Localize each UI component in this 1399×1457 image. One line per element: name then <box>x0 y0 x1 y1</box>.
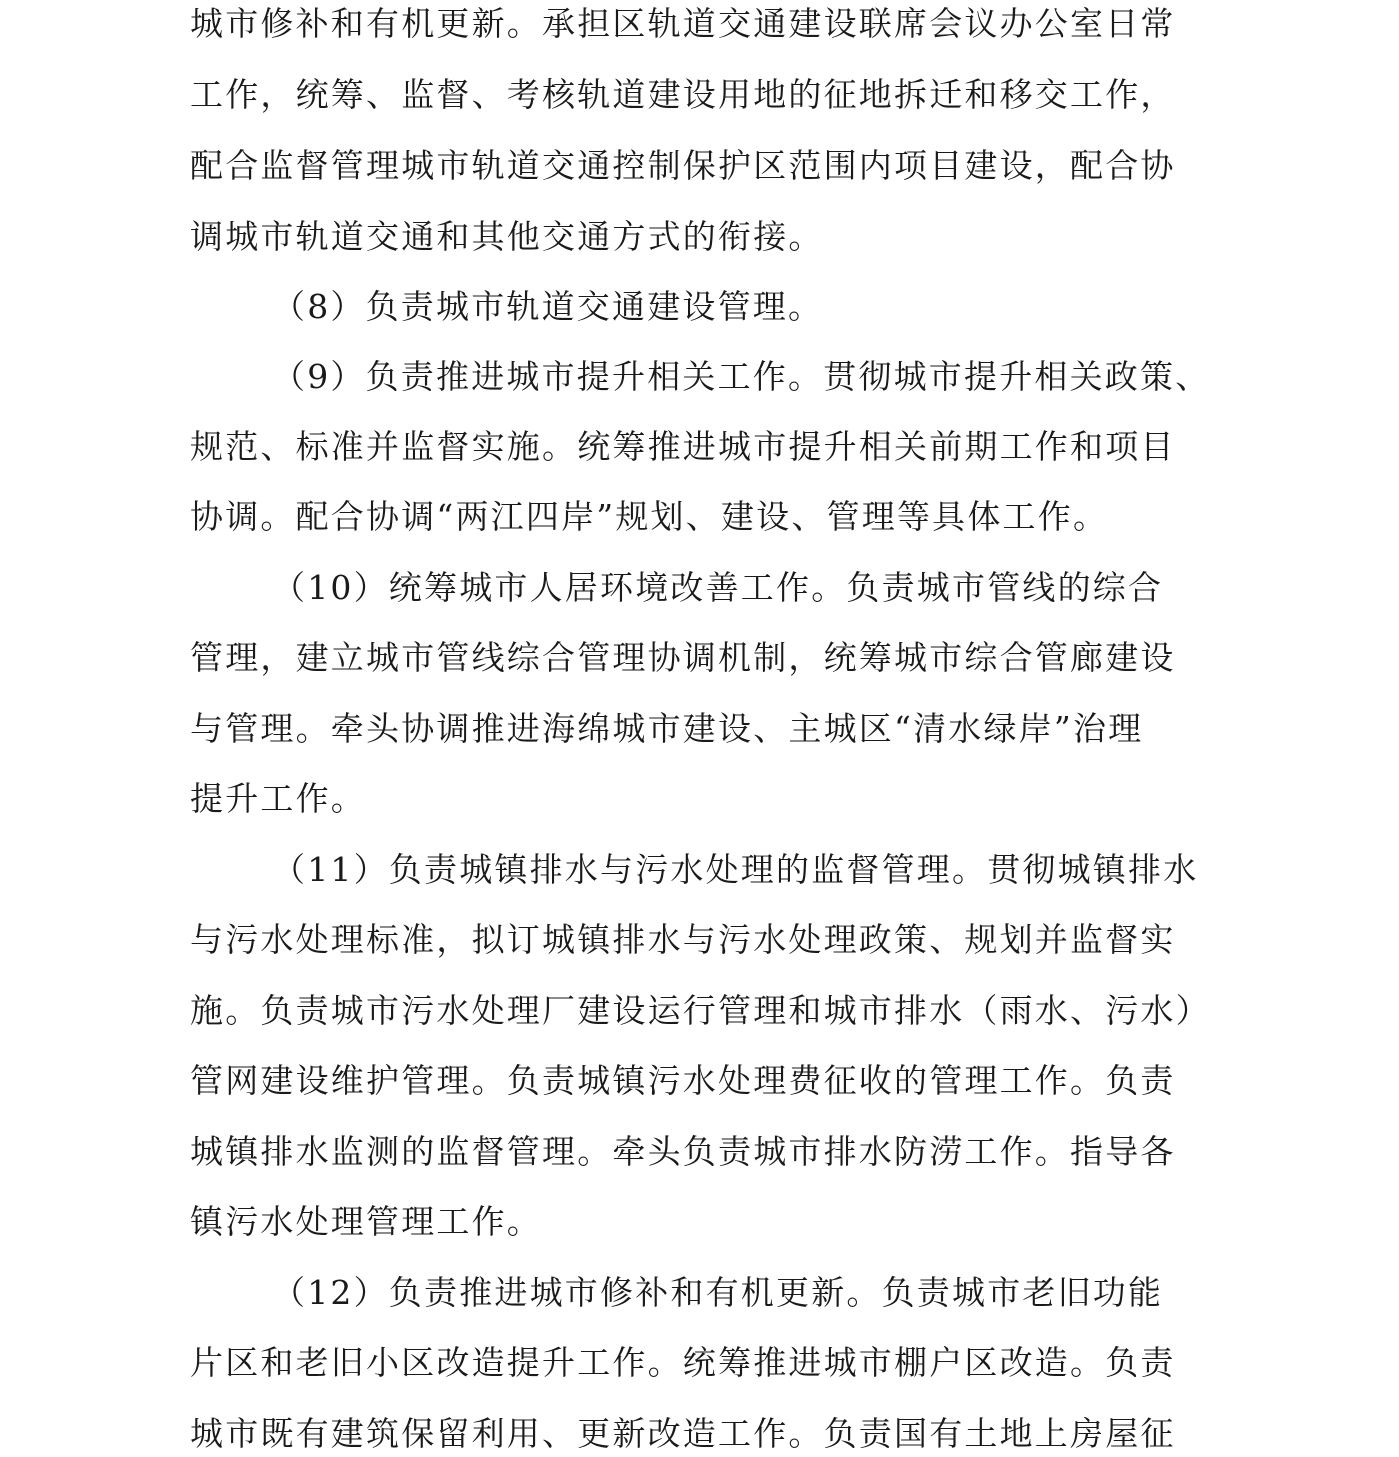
text-line-11: 与管理。牵头协调推进海绵城市建设、主城区“清水绿岸”治理 <box>190 709 1144 748</box>
item-12-heading: （12）负责推进城市修补和有机更新。负责城市老旧功能 <box>272 1273 1164 1312</box>
text-line-8: 协调。配合协调“两江四岸”规划、建设、管理等具体工作。 <box>190 497 1109 536</box>
text-line-15: 施。负责城市污水处理厂建设运行管理和城市排水（雨水、污水） <box>190 991 1211 1030</box>
text-line-18: 镇污水处理管理工作。 <box>190 1202 542 1241</box>
text-line-4: 调城市轨道交通和其他交通方式的衔接。 <box>190 217 824 256</box>
text-line-2: 工作，统筹、监督、考核轨道建设用地的征地拆迁和移交工作， <box>190 75 1176 114</box>
text-line-14: 与污水处理标准，拟订城镇排水与污水处理政策、规划并监督实 <box>190 920 1176 959</box>
item-9-heading: （9）负责推进城市提升相关工作。贯彻城市提升相关政策、 <box>272 357 1211 396</box>
text-line-10: 管理，建立城市管线综合管理协调机制，统筹城市综合管廊建设 <box>190 638 1176 677</box>
item-8-heading: （8）负责城市轨道交通建设管理。 <box>272 287 824 326</box>
text-line-1: 城市修补和有机更新。承担区轨道交通建设联席会议办公室日常 <box>190 4 1176 43</box>
text-line-16: 管网建设维护管理。负责城镇污水处理费征收的管理工作。负责 <box>190 1061 1176 1100</box>
text-line-17: 城镇排水监测的监督管理。牵头负责城市排水防涝工作。指导各 <box>190 1132 1176 1171</box>
item-11-heading: （11）负责城镇排水与污水处理的监督管理。贯彻城镇排水 <box>272 850 1199 889</box>
text-line-20: 片区和老旧小区改造提升工作。统筹推进城市棚户区改造。负责 <box>190 1343 1176 1382</box>
item-10-heading: （10）统筹城市人居环境改善工作。负责城市管线的综合 <box>272 568 1164 607</box>
text-line-21: 城市既有建筑保留利用、更新改造工作。负责国有土地上房屋征 <box>190 1414 1176 1453</box>
text-line-3: 配合监督管理城市轨道交通控制保护区范围内项目建设，配合协 <box>190 146 1176 185</box>
text-line-12: 提升工作。 <box>190 779 366 818</box>
text-line-7: 规范、标准并监督实施。统筹推进城市提升相关前期工作和项目 <box>190 427 1176 466</box>
